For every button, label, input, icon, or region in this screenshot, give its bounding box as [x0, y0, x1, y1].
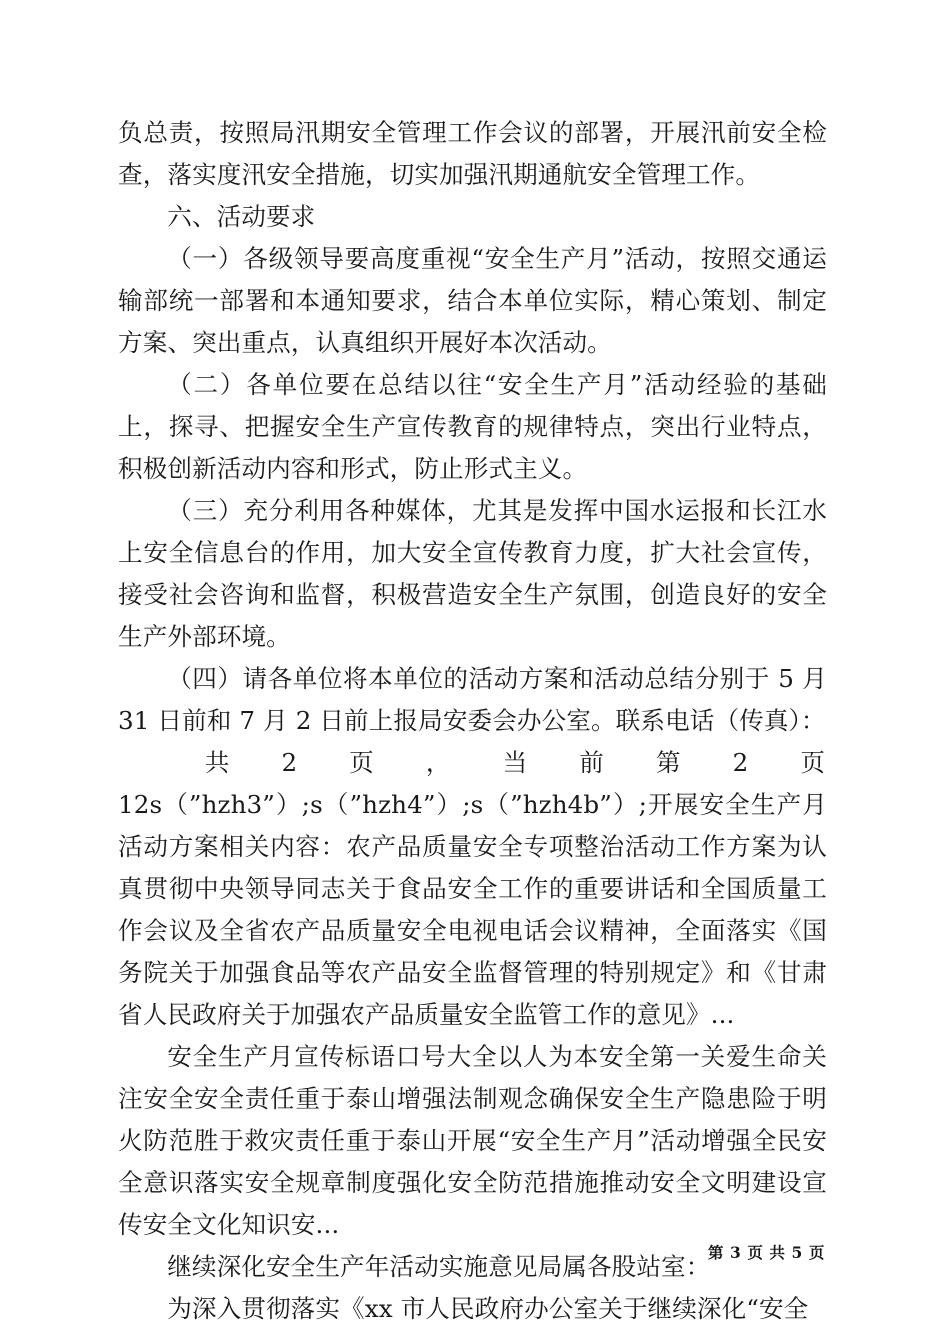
document-body: [118, 112, 848, 1330]
page-count-text: 共 2 页 ， 当 前 第 2 页: [204, 748, 848, 777]
paragraph-deepen-body: 为深入贯彻落实《xx 市人民政府办公室关于继续深化“安全: [167, 1294, 809, 1323]
section-heading-six: 六、活动要求: [167, 202, 316, 231]
paragraph-item-two: （二）各单位要在总结以往“安全生产月”活动经验的基础上，探寻、把握安全生产宣传教育的规律特点，突出行业特点，积极创新活动内容和形式，防止形式主义。: [118, 370, 827, 483]
paragraph-safety-slogans: 安全生产月宣传标语口号大全以人为本安全第一关爱生命关注安全安全责任重于泰山增强法制观念确保安全生产隐患险于明火防范胜于救灾责任重于泰山开展“安全生产月”活动增强全民安全意识落实安全规章制度强化安全防范措施推动安全文明建设宣传安全文化知识安...: [118, 1042, 827, 1239]
paragraph-code-fragment: 12s（”hzh3”）;s（”hzh4”）;s（”hzh4b”）;开展安全生产月活动方案相关内容：农产品质量安全专项整治活动工作方案为认真贯彻中央领导同志关于食品安全工作的重要讲话和全国质量工作会议及全省农产品质量安全电视电话会议精神，全面落实《国务院关于加强食品等农产品安全监督管理的特别规定》和《甘肃省人民政府关于加强农产品质量安全监管工作的意见》...: [118, 790, 827, 1029]
paragraph-item-three: （三）充分利用各种媒体，尤其是发挥中国水运报和长江水上安全信息台的作用，加大安全宣传教育力度，扩大社会宣传，接受社会咨询和监督，积极营造安全生产氛围，创造良好的安全生产外部环境。: [118, 496, 827, 651]
paragraph-item-four: （四）请各单位将本单位的活动方案和活动总结分别于 5 月 31 日前和 7 月 2 日前上报局安委会办公室。联系电话（传真）：: [118, 664, 827, 735]
page-footer: 第 3 页 共 5 页: [707, 1243, 825, 1262]
paragraph-item-one: （一）各级领导要高度重视“安全生产月”活动，按照交通运输部统一部署和本通知要求，结合本单位实际，精心策划、制定方案、突出重点，认真组织开展好本次活动。: [118, 244, 827, 357]
paragraph-deepen-heading: 继续深化安全生产年活动实施意见局属各股站室：: [167, 1252, 711, 1281]
page-count-indicator: [118, 742, 848, 784]
paragraph-flood-safety: 负总责，按照局汛期安全管理工作会议的部署，开展汛前安全检查，落实度汛安全措施，切实加强汛期通航安全管理工作。: [118, 118, 827, 189]
